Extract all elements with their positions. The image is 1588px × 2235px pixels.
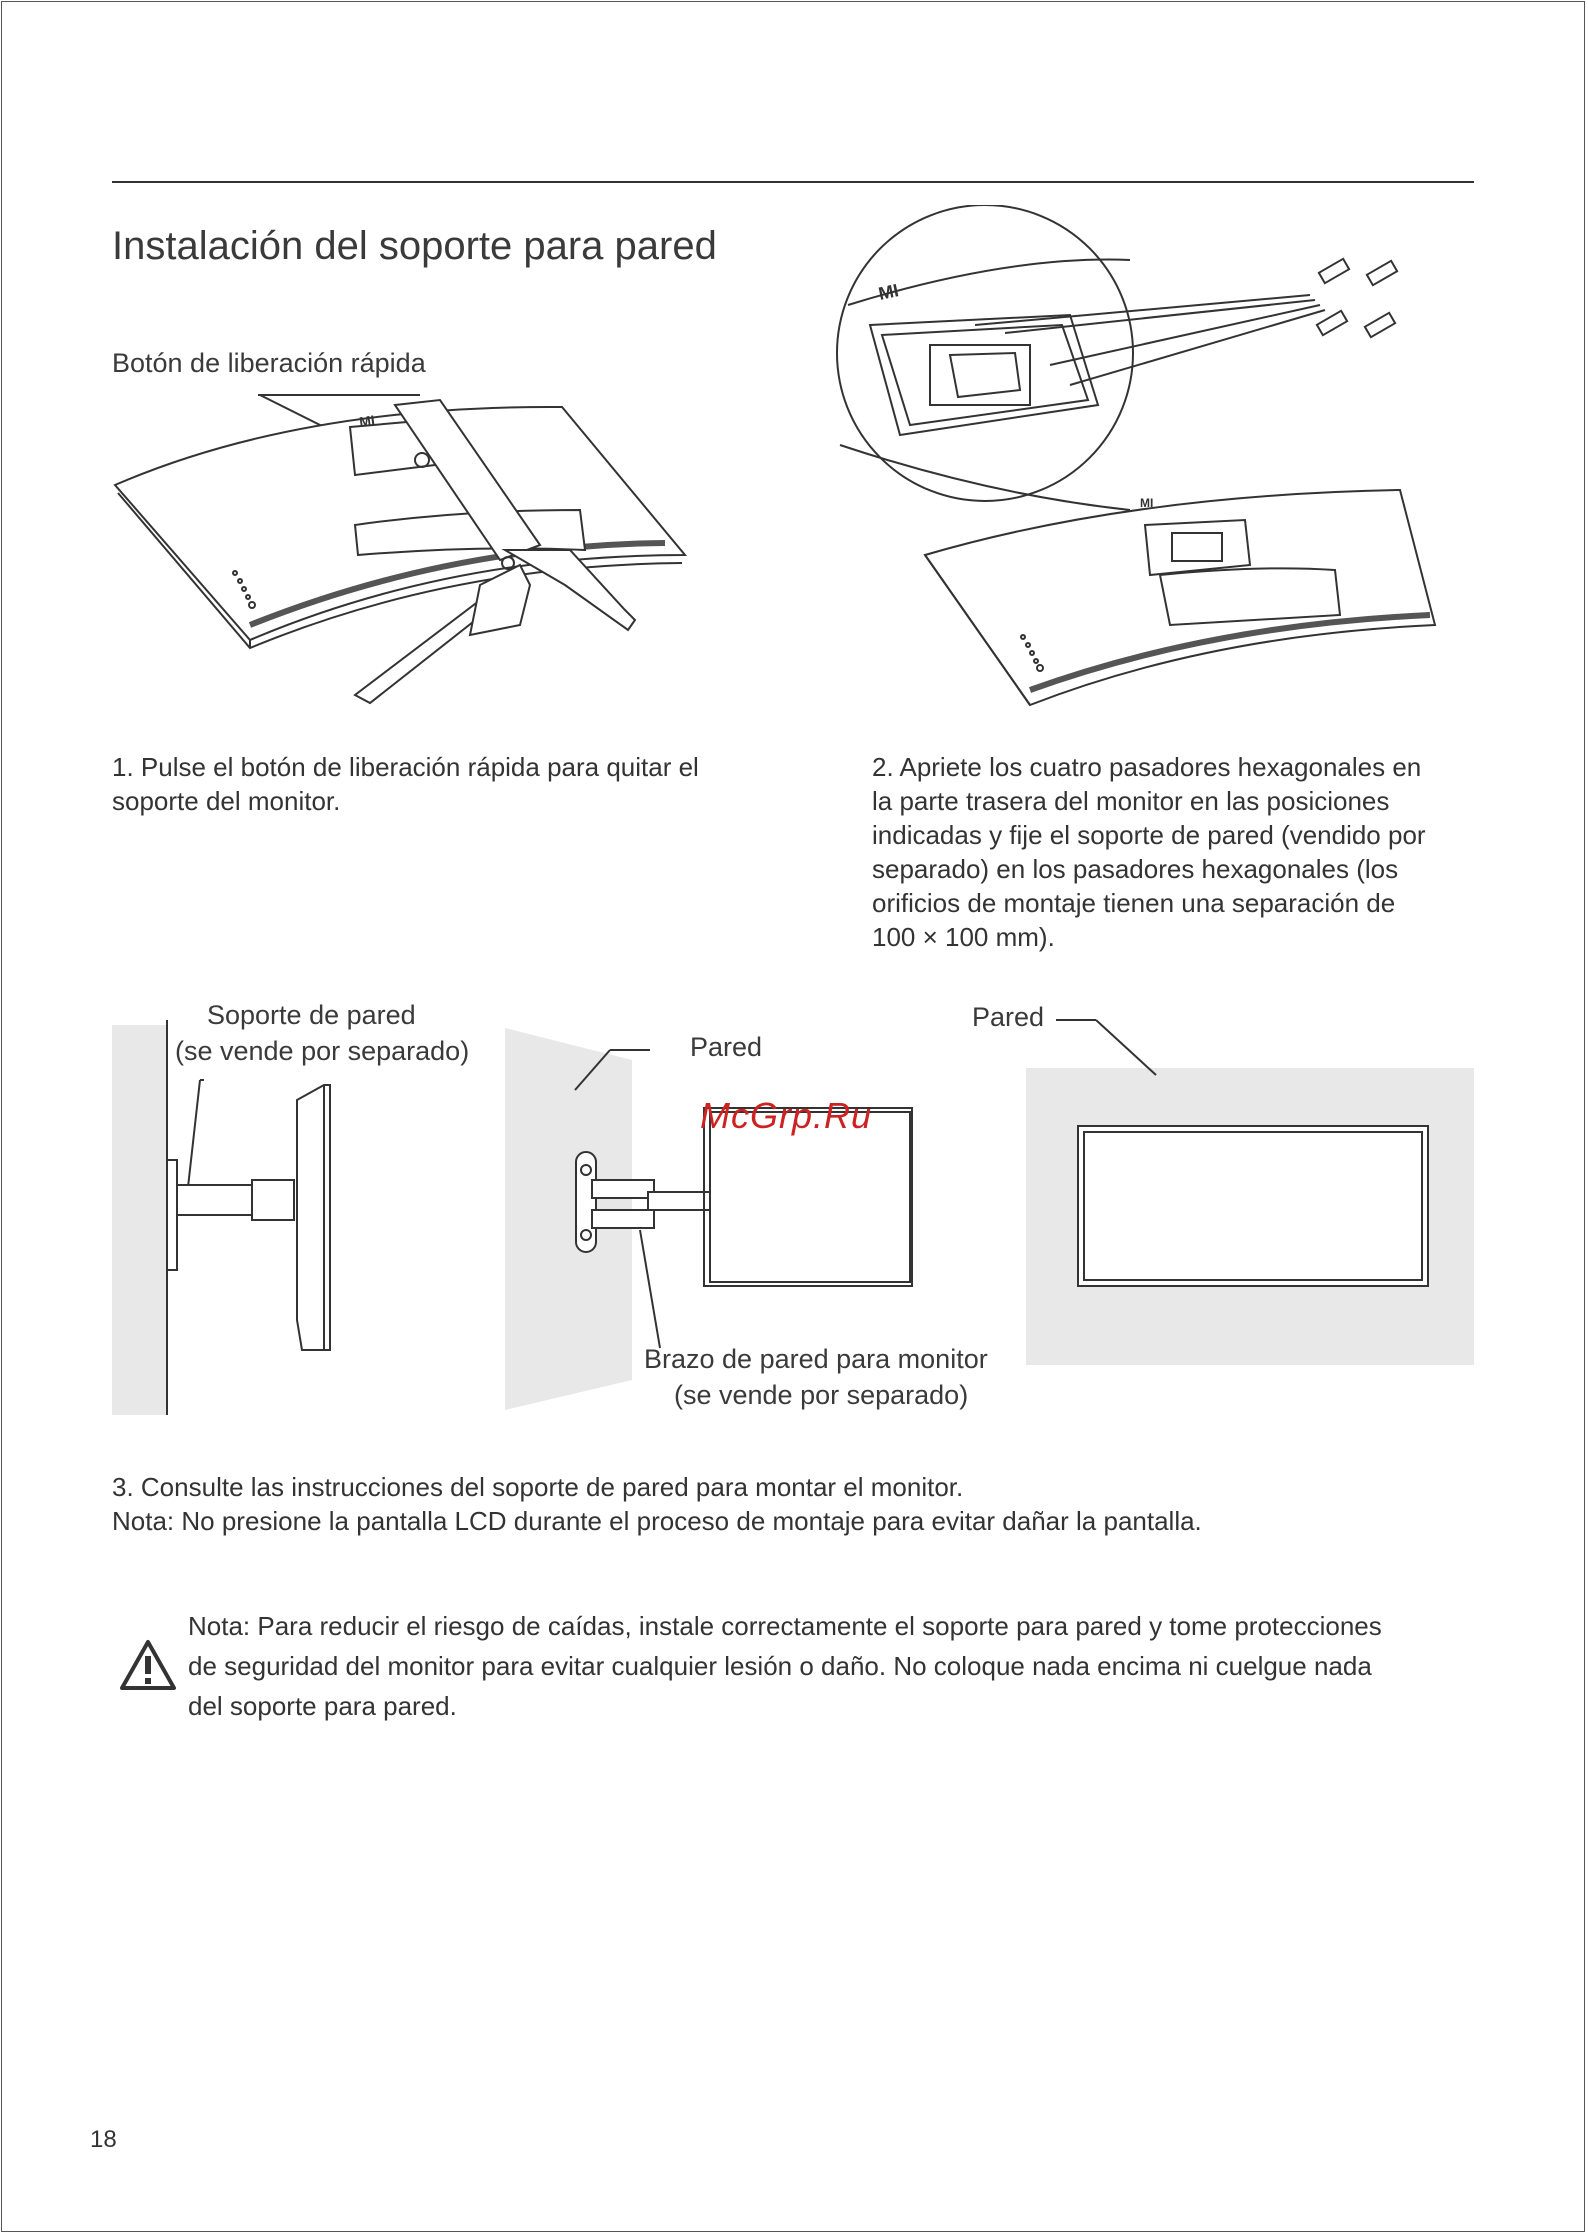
quick-release-label: Botón de liberación rápida — [112, 348, 426, 378]
step-3-note: Nota: No presione la pantalla LCD durante el proceso de montaje para evitar dañar la pantalla. — [112, 1506, 1202, 1536]
monitor-mount-holes-figure — [830, 205, 1450, 715]
wall-mount-label-1: Soporte de pared — [207, 1000, 416, 1030]
wall-label-middle: Pared — [690, 1032, 763, 1062]
hex-pin-4 — [1365, 313, 1395, 337]
arm-callout-line — [640, 1230, 660, 1348]
hex-pin-1 — [1319, 259, 1349, 283]
monitor-with-stand-figure — [100, 385, 700, 720]
logo-text-zoom: MI — [876, 280, 901, 304]
warning-line: del soporte para pared. — [188, 1691, 457, 1721]
header-rule — [112, 181, 1474, 183]
watermark: McGrp.Ru — [700, 1095, 873, 1136]
hex-pin-2 — [1367, 261, 1397, 285]
warning-triangle-icon — [118, 1638, 178, 1694]
page-number: 18 — [90, 2126, 117, 2153]
warning-line: de seguridad del monitor para evitar cualquier lesión o daño. No coloque nada encima ni cuelgue nada — [188, 1651, 1372, 1681]
step-1-line: soporte del monitor. — [112, 786, 341, 816]
step-2-line: la parte trasera del monitor en las posiciones — [872, 786, 1390, 816]
wall-label-right: Pared — [972, 1002, 1045, 1032]
step-1-line: 1. Pulse el botón de liberación rápida para quitar el — [112, 752, 699, 782]
step-1-text — [112, 750, 699, 818]
step-2-line: orificios de montaje tienen una separación de — [872, 888, 1396, 918]
wall-mount-side-figure — [112, 1020, 342, 1415]
step-2-text — [872, 750, 1426, 954]
arm-label-1: Brazo de pared para monitor — [644, 1344, 988, 1374]
wall-mount-label-2: (se vende por separado) — [175, 1036, 470, 1066]
warning-text — [188, 1606, 1382, 1726]
logo-text: MI — [358, 411, 376, 430]
step-2-line: 2. Apriete los cuatro pasadores hexagonales en — [872, 752, 1422, 782]
warning-line: Nota: Para reducir el riesgo de caídas, instale correctamente el soporte para pared y tome protecciones — [188, 1611, 1382, 1641]
step-2-line: 100 × 100 mm). — [872, 922, 1055, 952]
arm-label-2: (se vende por separado) — [674, 1380, 969, 1410]
step-2-line: indicadas y fije el soporte de pared (vendido por — [872, 820, 1426, 850]
hex-pin-3 — [1317, 311, 1347, 335]
step-3-text: 3. Consulte las instrucciones del soporte de pared para montar el monitor. — [112, 1472, 964, 1502]
logo-text-small: MI — [1140, 496, 1154, 510]
wall-front-figure — [1026, 1000, 1476, 1370]
step-2-line: separado) en los pasadores hexagonales (los — [872, 854, 1399, 884]
page-title: Instalación del soporte para pared — [112, 224, 717, 268]
